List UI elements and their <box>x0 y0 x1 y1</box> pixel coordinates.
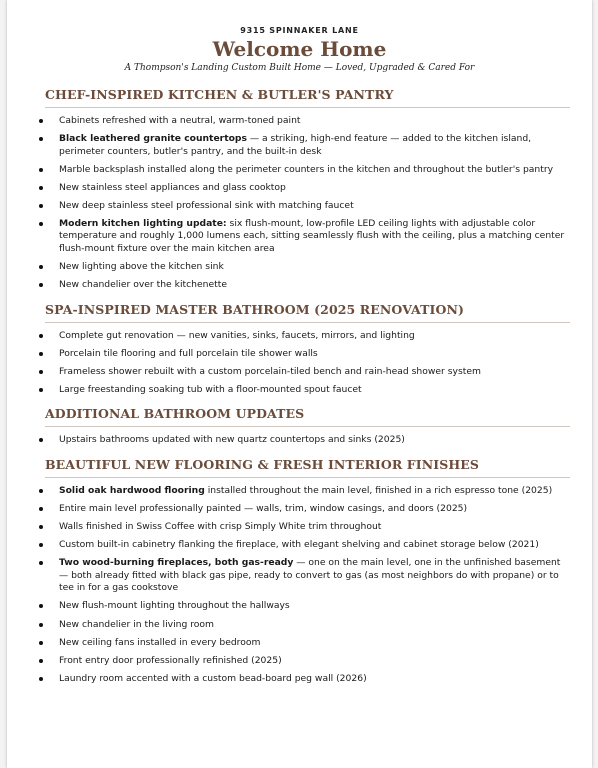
list-item: Black leathered granite countertops — a striking, high-end feature — added to the kitchen island, perimeter counters, butler's pantry, and the built-in desk <box>45 133 570 158</box>
list-item: New lighting above the kitchen sink <box>45 261 570 274</box>
list-item: Solid oak hardwood flooring installed throughout the main level, finished in a rich espresso tone (2025) <box>45 485 570 498</box>
list-item: Laundry room accented with a custom bead-board peg wall (2026) <box>45 673 570 686</box>
list-item: New chandelier over the kitchenette <box>45 279 570 292</box>
list-item: Cabinets refreshed with a neutral, warm-toned paint <box>45 115 570 128</box>
list-item: Walls finished in Swiss Coffee with crisp Simply White trim throughout <box>45 521 570 534</box>
section-title: CHEF-INSPIRED KITCHEN & BUTLER'S PANTRY <box>45 87 570 108</box>
feature-list <box>45 115 570 292</box>
list-item: New ceiling fans installed in every bedroom <box>45 637 570 650</box>
list-item: Porcelain tile flooring and full porcelain tile shower walls <box>45 348 570 361</box>
list-item: New chandelier in the living room <box>45 619 570 632</box>
section-kitchen <box>45 87 570 292</box>
list-item: New stainless steel appliances and glass cooktop <box>45 182 570 195</box>
list-item: Frameless shower rebuilt with a custom porcelain-tiled bench and rain-head shower system <box>45 366 570 379</box>
list-item: New flush-mount lighting throughout the hallways <box>45 600 570 613</box>
section-master-bath <box>45 302 570 397</box>
list-item: Upstairs bathrooms updated with new quartz countertops and sinks (2025) <box>45 434 570 447</box>
list-item: Custom built-in cabinetry flanking the fireplace, with elegant shelving and cabinet storage below (2021) <box>45 539 570 552</box>
document-page <box>7 0 592 768</box>
list-item: Large freestanding soaking tub with a floor-mounted spout faucet <box>45 384 570 397</box>
list-item: Complete gut renovation — new vanities, sinks, faucets, mirrors, and lighting <box>45 330 570 343</box>
section-bathroom-updates <box>45 406 570 447</box>
list-item: Entire main level professionally painted — walls, trim, window casings, and doors (2025) <box>45 503 570 516</box>
page-subtitle: A Thompson's Landing Custom Built Home — Loved, Upgraded & Cared For <box>124 63 475 73</box>
feature-list <box>45 485 570 685</box>
document-header <box>7 0 592 73</box>
list-item: Modern kitchen lighting update: six flush-mount, low-profile LED ceiling lights with adjustable color temperature and roughly 1,000 lumens each, sitting seamlessly flush with the ceiling, plus a matching center flush-mount fixture over the main kitchen area <box>45 218 570 256</box>
section-title: SPA-INSPIRED MASTER BATHROOM (2025 RENOVATION) <box>45 302 570 323</box>
section-title: ADDITIONAL BATHROOM UPDATES <box>45 406 570 427</box>
section-flooring <box>45 457 570 685</box>
section-title: BEAUTIFUL NEW FLOORING & FRESH INTERIOR FINISHES <box>45 457 570 478</box>
property-address: 9315 SPINNAKER LANE <box>240 26 359 35</box>
page-title: Welcome Home <box>212 37 387 61</box>
list-item: Marble backsplash installed along the perimeter counters in the kitchen and throughout the butler's pantry <box>45 164 570 177</box>
feature-list <box>45 434 570 447</box>
list-item: Front entry door professionally refinished (2025) <box>45 655 570 668</box>
feature-list <box>45 330 570 397</box>
list-item: New deep stainless steel professional sink with matching faucet <box>45 200 570 213</box>
list-item: Two wood-burning fireplaces, both gas-ready — one on the main level, one in the unfinished basement — both already fitted with black gas pipe, ready to convert to gas (as most neighbors do with propane) or to tee in for a gas cookstove <box>45 557 570 595</box>
